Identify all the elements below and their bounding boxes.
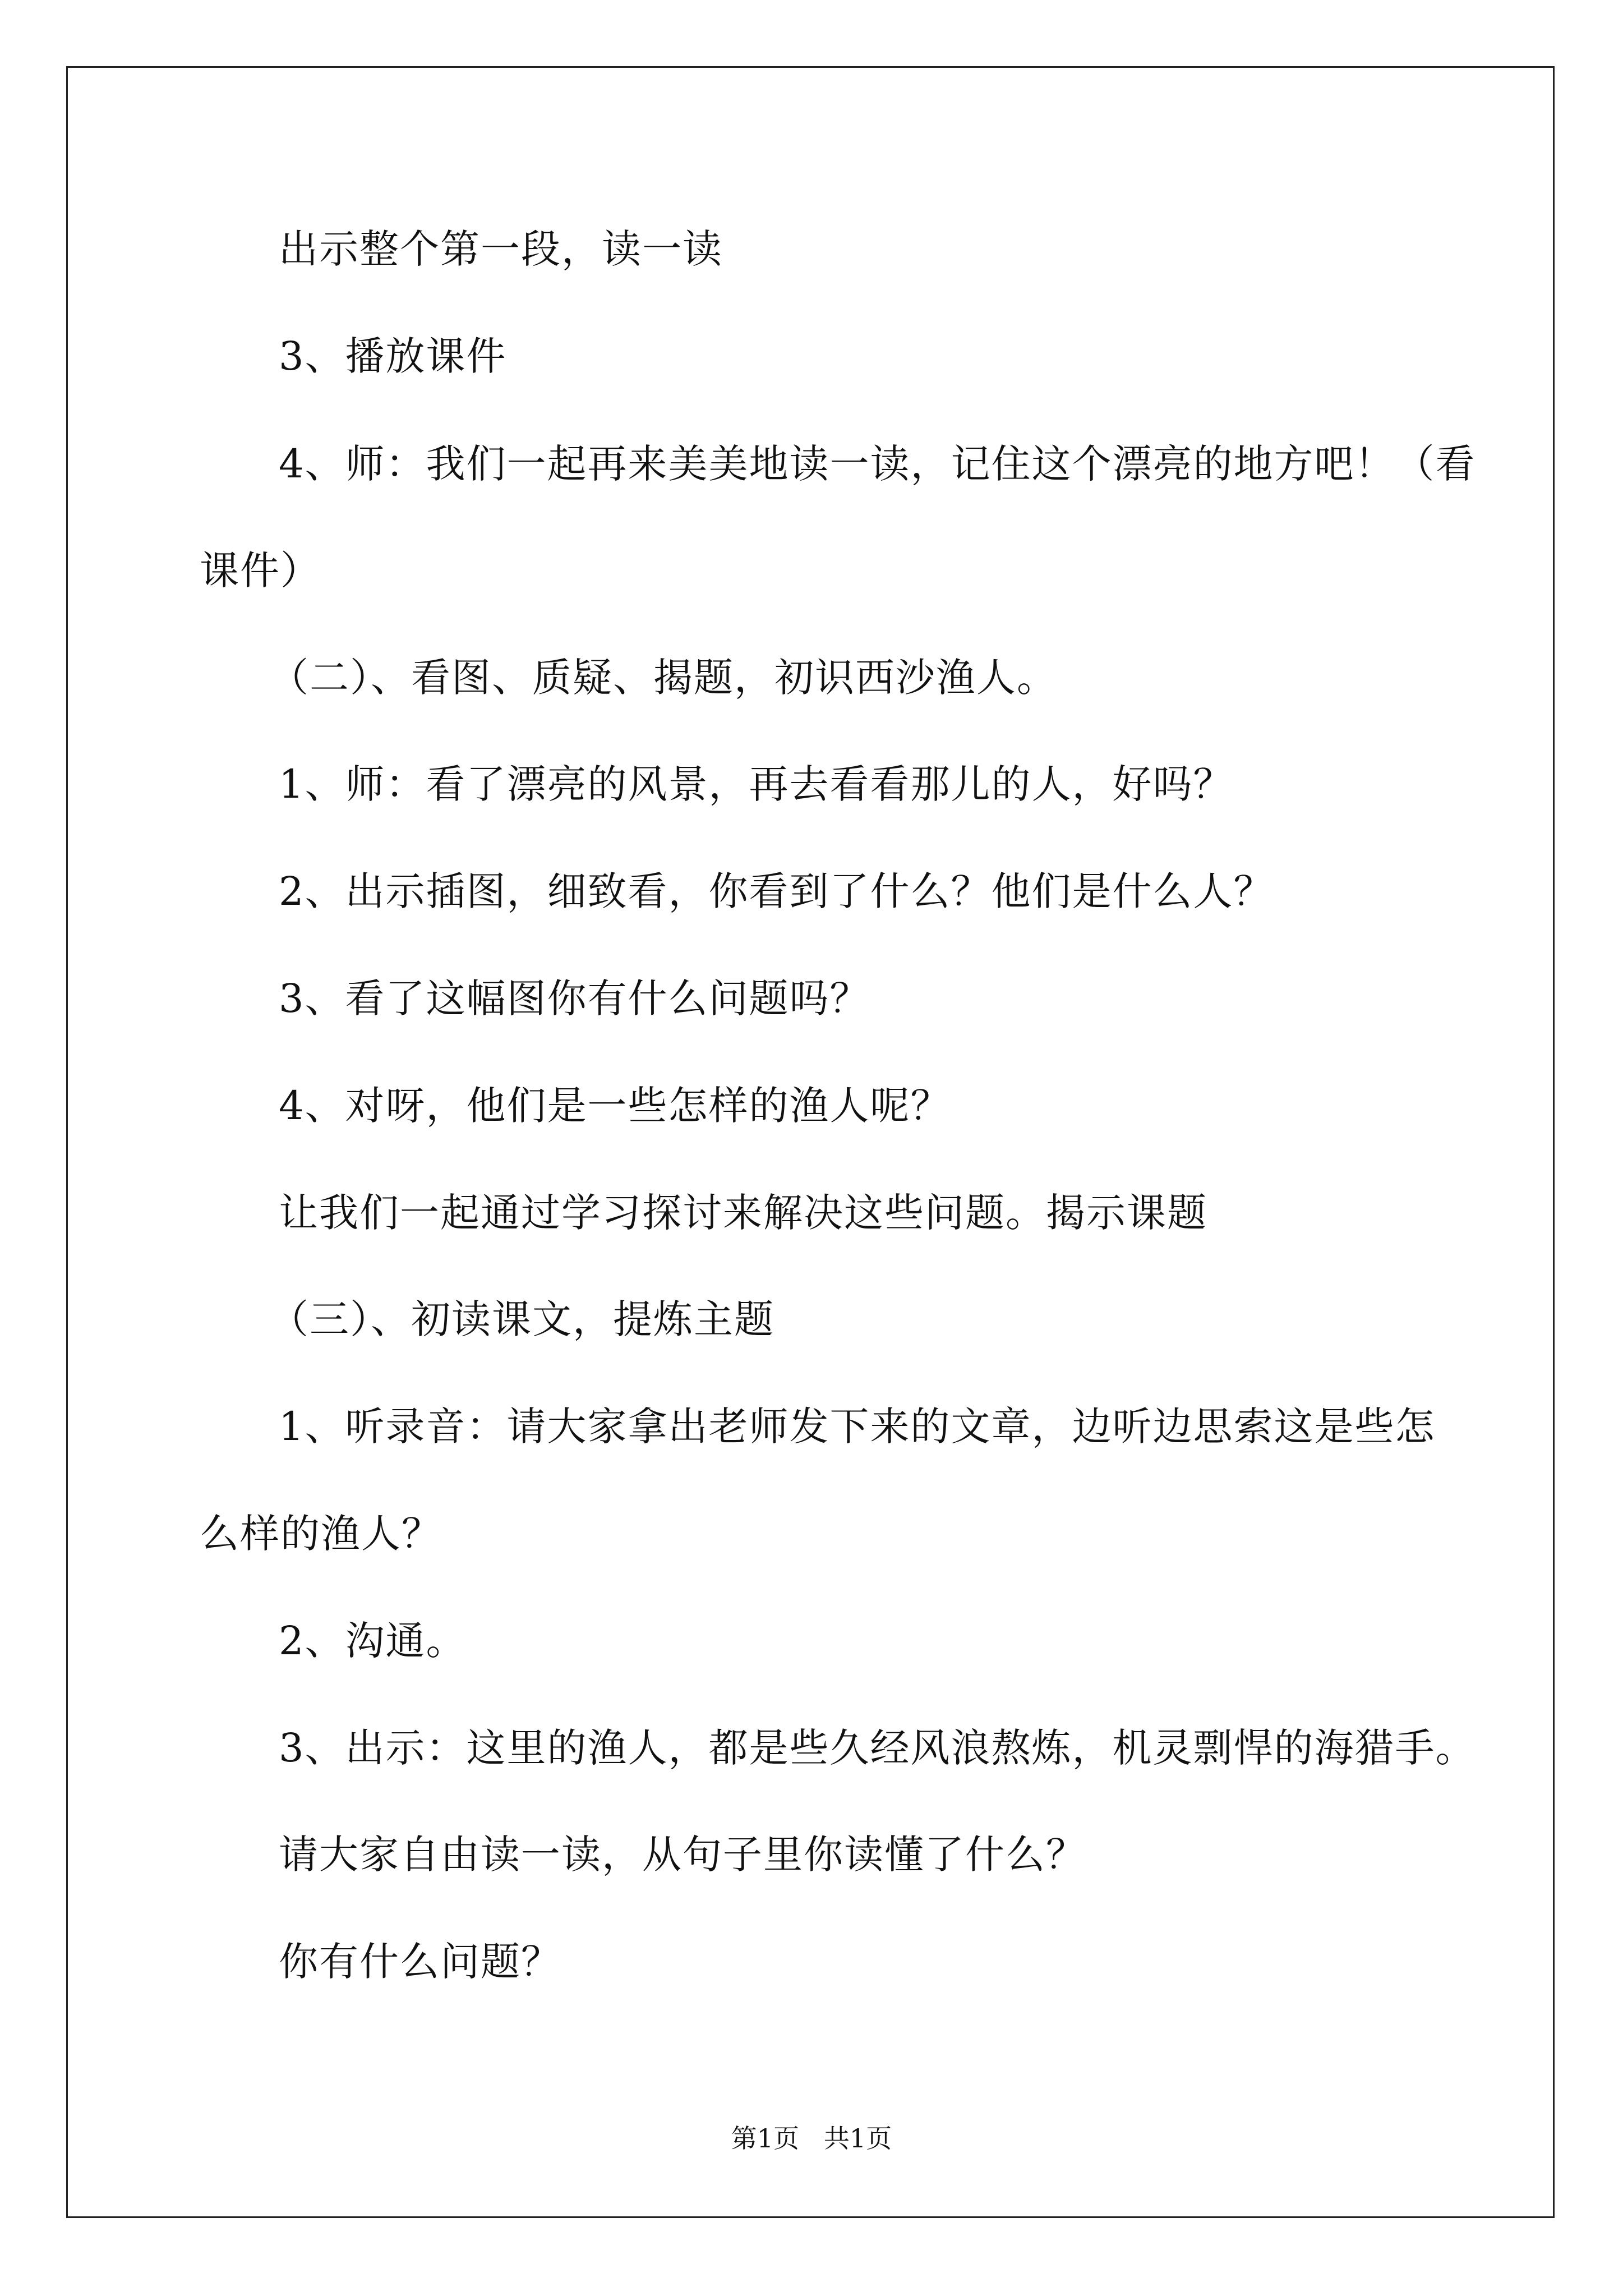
page-border bbox=[66, 66, 1555, 2218]
page-number-footer: 第1页 共1页 bbox=[731, 2123, 892, 2154]
paragraph-10: 2、沟通。 bbox=[279, 1618, 467, 1664]
paragraph-1: 出示整个第一段，读一读 bbox=[279, 226, 723, 272]
section-heading-2: （二）、看图、质疑、揭题，初识西沙渔人。 bbox=[269, 655, 1057, 701]
paragraph-12: 请大家自由读一读，从句子里你读懂了什么？ bbox=[279, 1832, 1086, 1878]
paragraph-5: 2、出示插图，细致看，你看到了什么？他们是什么人？ bbox=[279, 868, 1274, 914]
paragraph-2: 3、播放课件 bbox=[279, 333, 507, 379]
paragraph-9: 1、听录音：请大家拿出老师发下来的文章，边听边思索这是些怎 bbox=[279, 1404, 1436, 1450]
paragraph-9-cont: 么样的渔人？ bbox=[200, 1511, 442, 1557]
paragraph-8: 让我们一起通过学习探讨来解决这些问题。揭示课题 bbox=[279, 1190, 1207, 1236]
paragraph-4: 1、师：看了漂亮的风景，再去看看那儿的人，好吗？ bbox=[279, 761, 1234, 807]
paragraph-3-cont: 课件） bbox=[200, 547, 321, 593]
section-heading-3: （三）、初读课文，提炼主题 bbox=[269, 1296, 774, 1342]
paragraph-7: 4、对呀，他们是一些怎样的渔人呢？ bbox=[279, 1083, 951, 1129]
paragraph-3: 4、师：我们一起再来美美地读一读，记住这个漂亮的地方吧！（看 bbox=[279, 441, 1476, 487]
paragraph-6: 3、看了这幅图你有什么问题吗？ bbox=[279, 976, 870, 1022]
paragraph-11: 3、出示：这里的渔人，都是些久经风浪熬炼，机灵剽悍的海猎手。 bbox=[279, 1725, 1476, 1771]
paragraph-13: 你有什么问题？ bbox=[279, 1939, 561, 1985]
